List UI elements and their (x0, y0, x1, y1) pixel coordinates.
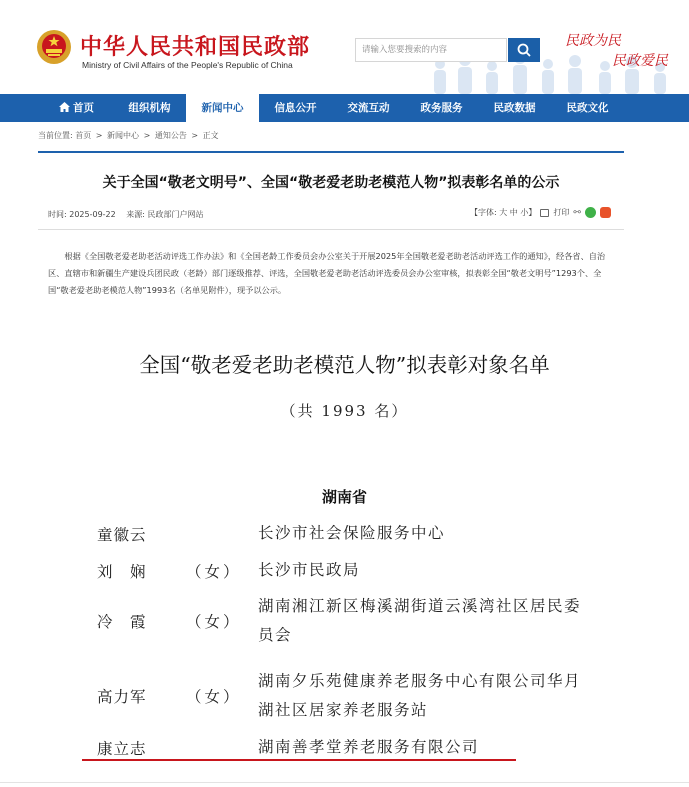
nav-item-government-services[interactable]: 政务服务 (420, 102, 463, 114)
national-emblem-icon (36, 29, 72, 65)
nav-item-civil-culture[interactable]: 民政文化 (566, 102, 609, 114)
highlight-underline (82, 759, 516, 761)
search-button[interactable] (508, 38, 540, 62)
slogan-line-1: 民政为民 (565, 33, 621, 49)
print-link[interactable]: 打印 (553, 208, 570, 217)
article-paragraph: 根据《全国敬老爱老助老活动评选工作办法》和《全国老龄工作委员会办公室关于开展2025年全国敬老爱老助老活动评选工作的通知》，经各省、自治区、直辖市和新疆生产建设兵团民政（老龄）部门逐级推荐、评选，全国敬老爱老助老活动评选委员会办公室审核，拟表彰全国“敬老文明号”1293个、全国“敬老爱老助老模范人物”1993名（名单见附件），现予以公示。 (48, 251, 606, 295)
document-title: 全国“敬老爱老助老模范人物”拟表彰对象名单 (139, 353, 550, 377)
document-count: （共 1993 名） (280, 402, 409, 420)
nav-item-organization[interactable]: 组织机构 (128, 102, 171, 114)
home-icon (59, 102, 70, 112)
article-source: 来源: 民政部门户网站 (126, 210, 204, 219)
person-name: 冷 霞 (97, 613, 147, 631)
nav-item-interaction[interactable]: 交流互动 (347, 102, 390, 114)
person-organization (258, 519, 618, 548)
organization-line: 长沙市社会保险服务中心 (258, 524, 446, 542)
site-subtitle: Ministry of Civil Affairs of the People's Republic of China (82, 60, 293, 70)
nav-item-news-center[interactable]: 新闻中心 (186, 94, 259, 122)
organization-line: 湖南夕乐苑健康养老服务中心有限公司华月 (258, 672, 582, 690)
site-title[interactable]: 中华人民共和国民政部 (80, 35, 311, 60)
article-title: 关于全国“敬老文明号”、全国“敬老爱老助老模范人物”拟表彰名单的公示 (102, 175, 560, 191)
person-gender: （女） (186, 613, 242, 631)
breadcrumb-home[interactable]: 首页 (75, 131, 92, 140)
organization-line: 湖南善孝堂养老服务有限公司 (258, 738, 480, 756)
breadcrumb-separator: > (95, 131, 103, 140)
breadcrumb-current: 正文 (202, 131, 219, 140)
breadcrumb-notices[interactable]: 通知公告 (154, 131, 187, 140)
article-tools (470, 207, 611, 218)
bottom-divider (0, 782, 689, 783)
publish-time: 时间: 2025-09-22 (48, 210, 116, 219)
breadcrumb-prefix: 当前位置: (38, 131, 73, 140)
slogan-line-2: 民政爱民 (612, 53, 668, 69)
meta-divider (38, 229, 624, 230)
search-input[interactable]: 请输入您要搜索的内容 (355, 38, 507, 62)
person-name: 高力军 (97, 688, 147, 706)
weibo-share-icon[interactable] (600, 207, 611, 218)
breadcrumb-separator: > (191, 131, 199, 140)
organization-line: 员会 (258, 626, 293, 644)
font-size-switch[interactable]: 【字体: 大 中 小】 (470, 208, 537, 217)
organization-line: 长沙市民政局 (258, 561, 361, 579)
person-organization (258, 592, 618, 650)
breadcrumb-news-center[interactable]: 新闻中心 (107, 131, 140, 140)
person-name: 童徽云 (97, 526, 147, 544)
nav-item-home[interactable] (40, 94, 113, 122)
site-header (0, 0, 689, 94)
organization-line: 湖南湘江新区梅溪湖街道云溪湾社区居民委 (258, 597, 582, 615)
article-body (48, 248, 614, 299)
wechat-share-icon[interactable] (585, 207, 596, 218)
nav-item-information-disclosure[interactable]: 信息公开 (274, 102, 317, 114)
person-organization (258, 733, 618, 762)
main-nav (0, 94, 689, 122)
nav-item-label: 首页 (73, 102, 94, 114)
person-organization (258, 556, 618, 585)
breadcrumb (38, 130, 219, 141)
attachment-document (0, 302, 689, 787)
nav-item-civil-data[interactable]: 民政数据 (493, 102, 536, 114)
person-gender: （女） (186, 688, 242, 706)
print-icon[interactable] (540, 209, 549, 217)
share-icon[interactable]: ⚯ (573, 207, 581, 218)
organization-line: 湖社区居家养老服务站 (258, 701, 429, 719)
title-divider (38, 151, 624, 153)
search-icon (517, 43, 531, 57)
province-heading: 湖南省 (321, 488, 367, 506)
article-meta (48, 209, 212, 220)
person-organization (258, 667, 618, 725)
person-name: 康立志 (97, 740, 147, 758)
person-name: 刘 娴 (97, 563, 147, 581)
person-gender: （女） (186, 563, 242, 581)
breadcrumb-separator: > (143, 131, 151, 140)
